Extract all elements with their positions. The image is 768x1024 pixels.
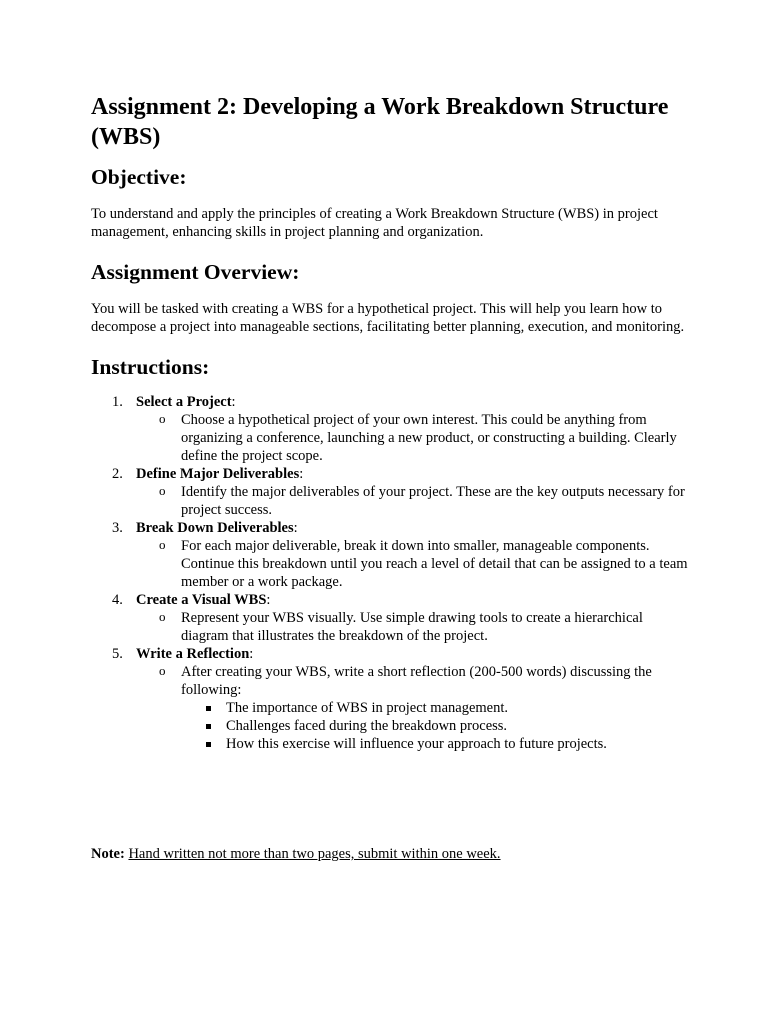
list-item: [136, 537, 691, 591]
step-colon: :: [231, 394, 236, 410]
list-item-step-3: [91, 519, 691, 591]
step-title: Define Major Deliverables: [136, 466, 300, 482]
step-title: Create a Visual WBS: [136, 592, 267, 608]
step-number: 3.: [112, 520, 123, 536]
reflection-points: [181, 699, 691, 753]
step-title: Select a Project: [136, 394, 232, 410]
step-detail-text: Choose a hypothetical project of your own interest. This could be anything from organizing a conference, launching a new product, or constructing a building. Clearly define the project scope.: [181, 412, 677, 464]
reflection-point-text: How this exercise will influence your approach to future projects.: [226, 736, 607, 752]
step-colon: :: [293, 520, 298, 536]
step-details: [136, 411, 691, 465]
circle-bullet-icon: o: [159, 537, 166, 552]
circle-bullet-icon: o: [159, 663, 166, 678]
list-item: [136, 663, 691, 753]
circle-bullet-icon: o: [159, 609, 166, 624]
submission-note: [91, 845, 711, 863]
square-bullet-icon: [206, 742, 211, 747]
note-text: Hand written not more than two pages, submit within one week.: [128, 846, 501, 862]
square-bullet-icon: [206, 706, 211, 711]
step-number: 2.: [112, 466, 123, 482]
step-detail-text: For each major deliverable, break it down into smaller, manageable components. Continue this breakdown until you reach a level of detail that can be assigned to a team member or a work package.: [181, 538, 688, 590]
overview-text: You will be tasked with creating a WBS for a hypothetical project. This will help you learn how to decompose a project into manageable sections, facilitating better planning, execution, and monitoring.: [91, 301, 685, 335]
list-item-step-5: [91, 645, 691, 753]
step-title: Break Down Deliverables: [136, 520, 294, 536]
instructions-list: [91, 393, 691, 753]
step-number: 1.: [112, 394, 123, 410]
step-details: [136, 483, 691, 519]
circle-bullet-icon: o: [159, 411, 166, 426]
list-item: [181, 735, 691, 753]
list-item-step-1: [91, 393, 691, 465]
step-details: [136, 537, 691, 591]
document-title: Assignment 2: Developing a Work Breakdown Structure (WBS): [91, 94, 669, 150]
step-number: 5.: [112, 646, 123, 662]
instructions-heading: Instructions:: [91, 355, 210, 379]
step-detail-text: Identify the major deliverables of your project. These are the key outputs necessary for project success.: [181, 484, 685, 518]
step-detail-text: Represent your WBS visually. Use simple drawing tools to create a hierarchical diagram that illustrates the breakdown of the project.: [181, 610, 643, 644]
overview-heading: Assignment Overview:: [91, 260, 300, 284]
objective-heading: Objective:: [91, 165, 187, 189]
reflection-point-text: The importance of WBS in project management.: [226, 700, 508, 716]
list-item: [181, 699, 691, 717]
step-details: [136, 663, 691, 753]
list-item: [181, 717, 691, 735]
reflection-point-text: Challenges faced during the breakdown process.: [226, 718, 508, 734]
square-bullet-icon: [206, 724, 211, 729]
list-item-step-4: [91, 591, 691, 645]
list-item: [136, 411, 691, 465]
list-item: [136, 609, 691, 645]
step-detail-text: After creating your WBS, write a short reflection (200-500 words) discussing the following:: [181, 664, 652, 698]
step-details: [136, 609, 691, 645]
step-colon: :: [249, 646, 254, 662]
step-title: Write a Reflection: [136, 646, 250, 662]
step-number: 4.: [112, 592, 123, 608]
objective-text: To understand and apply the principles of creating a Work Breakdown Structure (WBS) in project management, enhancing skills in project planning and organization.: [91, 206, 658, 240]
list-item: [136, 483, 691, 519]
step-colon: :: [266, 592, 271, 608]
note-label: Note:: [91, 846, 125, 862]
circle-bullet-icon: o: [159, 483, 166, 498]
document-body: [91, 92, 691, 753]
list-item-step-2: [91, 465, 691, 519]
step-colon: :: [299, 466, 304, 482]
